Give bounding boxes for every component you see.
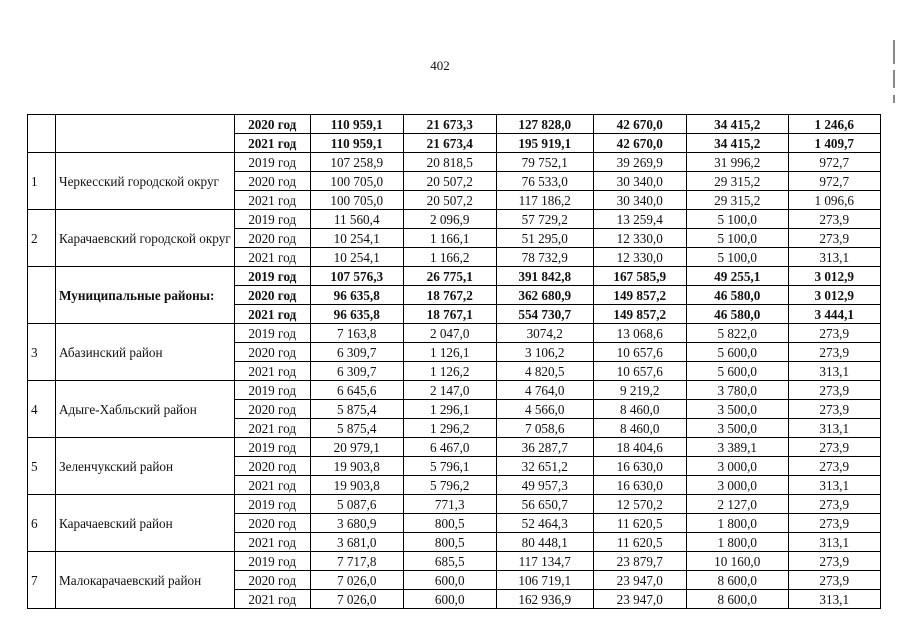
year-cell: 2019 год: [234, 495, 310, 514]
value-cell: 391 842,8: [496, 267, 593, 286]
value-cell: 313,1: [788, 476, 880, 495]
value-cell: 1 296,1: [403, 400, 496, 419]
value-cell: 117 186,2: [496, 191, 593, 210]
value-cell: 1 800,0: [686, 514, 788, 533]
value-cell: 11 560,4: [310, 210, 403, 229]
value-cell: 600,0: [403, 571, 496, 590]
value-cell: 7 717,8: [310, 552, 403, 571]
value-cell: 3 000,0: [686, 457, 788, 476]
value-cell: 3 106,2: [496, 343, 593, 362]
year-cell: 2021 год: [234, 362, 310, 381]
value-cell: 20 818,5: [403, 153, 496, 172]
value-cell: 30 340,0: [593, 191, 686, 210]
value-cell: 313,1: [788, 590, 880, 609]
value-cell: 4 566,0: [496, 400, 593, 419]
value-cell: 3 680,9: [310, 514, 403, 533]
year-cell: 2019 год: [234, 153, 310, 172]
value-cell: 18 404,6: [593, 438, 686, 457]
value-cell: 273,9: [788, 552, 880, 571]
year-cell: 2019 год: [234, 210, 310, 229]
table-row: [28, 210, 881, 229]
value-cell: 771,3: [403, 495, 496, 514]
value-cell: 78 732,9: [496, 248, 593, 267]
territory-name: Карачаевский район: [56, 495, 235, 552]
year-cell: 2019 год: [234, 267, 310, 286]
value-cell: 10 254,1: [310, 229, 403, 248]
table-row: [28, 495, 881, 514]
edge-mark: [893, 95, 895, 103]
value-cell: 36 287,7: [496, 438, 593, 457]
value-cell: 10 254,1: [310, 248, 403, 267]
value-cell: 313,1: [788, 248, 880, 267]
value-cell: 39 269,9: [593, 153, 686, 172]
year-cell: 2019 год: [234, 324, 310, 343]
value-cell: 5 087,6: [310, 495, 403, 514]
territory-name: Черкесский городской округ: [56, 153, 235, 210]
value-cell: 273,9: [788, 571, 880, 590]
year-cell: 2020 год: [234, 457, 310, 476]
value-cell: 42 670,0: [593, 134, 686, 153]
row-number: 7: [28, 552, 56, 609]
value-cell: 79 752,1: [496, 153, 593, 172]
territory-name: Малокарачаевский район: [56, 552, 235, 609]
table-row: [28, 324, 881, 343]
value-cell: 554 730,7: [496, 305, 593, 324]
value-cell: 1 126,1: [403, 343, 496, 362]
table-row: [28, 267, 881, 286]
value-cell: 162 936,9: [496, 590, 593, 609]
value-cell: 42 670,0: [593, 115, 686, 134]
value-cell: 21 673,3: [403, 115, 496, 134]
value-cell: 2 047,0: [403, 324, 496, 343]
value-cell: 4 764,0: [496, 381, 593, 400]
value-cell: 110 959,1: [310, 134, 403, 153]
value-cell: 100 705,0: [310, 191, 403, 210]
value-cell: 3 500,0: [686, 400, 788, 419]
value-cell: 5 822,0: [686, 324, 788, 343]
value-cell: 273,9: [788, 324, 880, 343]
value-cell: 107 576,3: [310, 267, 403, 286]
value-cell: 96 635,8: [310, 305, 403, 324]
value-cell: 3074,2: [496, 324, 593, 343]
value-cell: 46 580,0: [686, 305, 788, 324]
value-cell: 12 330,0: [593, 248, 686, 267]
value-cell: 51 295,0: [496, 229, 593, 248]
value-cell: 57 729,2: [496, 210, 593, 229]
table-row: [28, 115, 881, 134]
value-cell: 149 857,2: [593, 305, 686, 324]
value-cell: 11 620,5: [593, 514, 686, 533]
value-cell: 195 919,1: [496, 134, 593, 153]
value-cell: 110 959,1: [310, 115, 403, 134]
row-number: 4: [28, 381, 56, 438]
value-cell: 273,9: [788, 343, 880, 362]
value-cell: 1 296,2: [403, 419, 496, 438]
value-cell: 313,1: [788, 533, 880, 552]
year-cell: 2020 год: [234, 286, 310, 305]
value-cell: 80 448,1: [496, 533, 593, 552]
territory-name: Адыге-Хабльский район: [56, 381, 235, 438]
value-cell: 800,5: [403, 533, 496, 552]
value-cell: 13 068,6: [593, 324, 686, 343]
value-cell: 26 775,1: [403, 267, 496, 286]
value-cell: 273,9: [788, 514, 880, 533]
value-cell: 972,7: [788, 172, 880, 191]
value-cell: 5 796,2: [403, 476, 496, 495]
value-cell: 1 409,7: [788, 134, 880, 153]
value-cell: 11 620,5: [593, 533, 686, 552]
value-cell: 6 309,7: [310, 343, 403, 362]
value-cell: 34 415,2: [686, 134, 788, 153]
value-cell: 313,1: [788, 419, 880, 438]
value-cell: 23 879,7: [593, 552, 686, 571]
value-cell: 3 012,9: [788, 267, 880, 286]
value-cell: 972,7: [788, 153, 880, 172]
value-cell: 20 507,2: [403, 191, 496, 210]
value-cell: 273,9: [788, 210, 880, 229]
value-cell: 16 630,0: [593, 476, 686, 495]
value-cell: 12 570,2: [593, 495, 686, 514]
value-cell: 5 100,0: [686, 248, 788, 267]
value-cell: 49 957,3: [496, 476, 593, 495]
table-body: [28, 115, 881, 609]
value-cell: 5 875,4: [310, 419, 403, 438]
value-cell: 18 767,1: [403, 305, 496, 324]
page-number: 402: [430, 58, 450, 73]
value-cell: 273,9: [788, 229, 880, 248]
value-cell: 149 857,2: [593, 286, 686, 305]
value-cell: 29 315,2: [686, 191, 788, 210]
value-cell: 1 800,0: [686, 533, 788, 552]
year-cell: 2020 год: [234, 229, 310, 248]
value-cell: 20 507,2: [403, 172, 496, 191]
value-cell: 6 645,6: [310, 381, 403, 400]
value-cell: 4 820,5: [496, 362, 593, 381]
value-cell: 21 673,4: [403, 134, 496, 153]
value-cell: 100 705,0: [310, 172, 403, 191]
value-cell: 6 309,7: [310, 362, 403, 381]
value-cell: 7 163,8: [310, 324, 403, 343]
value-cell: 1 126,2: [403, 362, 496, 381]
value-cell: 10 657,6: [593, 362, 686, 381]
year-cell: 2021 год: [234, 533, 310, 552]
value-cell: 20 979,1: [310, 438, 403, 457]
value-cell: 9 219,2: [593, 381, 686, 400]
value-cell: 685,5: [403, 552, 496, 571]
value-cell: 3 000,0: [686, 476, 788, 495]
value-cell: 127 828,0: [496, 115, 593, 134]
table-row: [28, 438, 881, 457]
value-cell: 600,0: [403, 590, 496, 609]
value-cell: 5 796,1: [403, 457, 496, 476]
value-cell: 3 780,0: [686, 381, 788, 400]
value-cell: 49 255,1: [686, 267, 788, 286]
value-cell: 5 600,0: [686, 343, 788, 362]
value-cell: 273,9: [788, 495, 880, 514]
value-cell: 117 134,7: [496, 552, 593, 571]
value-cell: 23 947,0: [593, 571, 686, 590]
row-number: [28, 267, 56, 324]
value-cell: 76 533,0: [496, 172, 593, 191]
year-cell: 2019 год: [234, 552, 310, 571]
value-cell: 5 875,4: [310, 400, 403, 419]
value-cell: 3 681,0: [310, 533, 403, 552]
value-cell: 7 026,0: [310, 590, 403, 609]
value-cell: 5 100,0: [686, 229, 788, 248]
value-cell: 8 600,0: [686, 571, 788, 590]
year-cell: 2020 год: [234, 115, 310, 134]
value-cell: 13 259,4: [593, 210, 686, 229]
year-cell: 2021 год: [234, 419, 310, 438]
edge-mark: [893, 40, 895, 64]
value-cell: 107 258,9: [310, 153, 403, 172]
value-cell: 19 903,8: [310, 476, 403, 495]
value-cell: 96 635,8: [310, 286, 403, 305]
row-number: 2: [28, 210, 56, 267]
value-cell: 31 996,2: [686, 153, 788, 172]
value-cell: 6 467,0: [403, 438, 496, 457]
value-cell: 273,9: [788, 400, 880, 419]
value-cell: 167 585,9: [593, 267, 686, 286]
value-cell: 18 767,2: [403, 286, 496, 305]
value-cell: 46 580,0: [686, 286, 788, 305]
value-cell: 1 246,6: [788, 115, 880, 134]
value-cell: 34 415,2: [686, 115, 788, 134]
territory-name: Зеленчукский район: [56, 438, 235, 495]
value-cell: 30 340,0: [593, 172, 686, 191]
value-cell: 10 160,0: [686, 552, 788, 571]
row-number: 5: [28, 438, 56, 495]
year-cell: 2019 год: [234, 381, 310, 400]
row-number: 3: [28, 324, 56, 381]
value-cell: 1 166,1: [403, 229, 496, 248]
value-cell: 273,9: [788, 438, 880, 457]
value-cell: 273,9: [788, 381, 880, 400]
value-cell: 106 719,1: [496, 571, 593, 590]
year-cell: 2021 год: [234, 134, 310, 153]
value-cell: 2 127,0: [686, 495, 788, 514]
value-cell: 29 315,2: [686, 172, 788, 191]
table-row: [28, 381, 881, 400]
value-cell: 8 460,0: [593, 400, 686, 419]
year-cell: 2021 год: [234, 590, 310, 609]
value-cell: 8 460,0: [593, 419, 686, 438]
value-cell: 19 903,8: [310, 457, 403, 476]
year-cell: 2021 год: [234, 476, 310, 495]
year-cell: 2020 год: [234, 172, 310, 191]
value-cell: 1 096,6: [788, 191, 880, 210]
value-cell: 2 147,0: [403, 381, 496, 400]
edge-mark: [893, 70, 895, 88]
territory-name: Муниципальные районы:: [56, 267, 235, 324]
value-cell: 800,5: [403, 514, 496, 533]
value-cell: 313,1: [788, 362, 880, 381]
value-cell: 7 058,6: [496, 419, 593, 438]
value-cell: 12 330,0: [593, 229, 686, 248]
value-cell: 3 500,0: [686, 419, 788, 438]
year-cell: 2020 год: [234, 343, 310, 362]
value-cell: 5 600,0: [686, 362, 788, 381]
value-cell: 8 600,0: [686, 590, 788, 609]
value-cell: 23 947,0: [593, 590, 686, 609]
value-cell: 3 012,9: [788, 286, 880, 305]
year-cell: 2020 год: [234, 514, 310, 533]
value-cell: 273,9: [788, 457, 880, 476]
year-cell: 2020 год: [234, 571, 310, 590]
value-cell: 3 389,1: [686, 438, 788, 457]
row-number: 1: [28, 153, 56, 210]
year-cell: 2021 год: [234, 305, 310, 324]
value-cell: 52 464,3: [496, 514, 593, 533]
table-row: [28, 552, 881, 571]
value-cell: 10 657,6: [593, 343, 686, 362]
value-cell: 32 651,2: [496, 457, 593, 476]
value-cell: 3 444,1: [788, 305, 880, 324]
row-number: 6: [28, 495, 56, 552]
territory-name: Карачаевский городской округ: [56, 210, 235, 267]
year-cell: 2019 год: [234, 438, 310, 457]
value-cell: 5 100,0: [686, 210, 788, 229]
value-cell: 56 650,7: [496, 495, 593, 514]
value-cell: 1 166,2: [403, 248, 496, 267]
table-row: [28, 153, 881, 172]
budget-table: [27, 114, 881, 609]
value-cell: 2 096,9: [403, 210, 496, 229]
territory-name: Абазинский район: [56, 324, 235, 381]
value-cell: 362 680,9: [496, 286, 593, 305]
value-cell: 16 630,0: [593, 457, 686, 476]
row-number: [28, 115, 56, 153]
value-cell: 7 026,0: [310, 571, 403, 590]
year-cell: 2021 год: [234, 248, 310, 267]
territory-name: [56, 115, 235, 153]
year-cell: 2021 год: [234, 191, 310, 210]
year-cell: 2020 год: [234, 400, 310, 419]
